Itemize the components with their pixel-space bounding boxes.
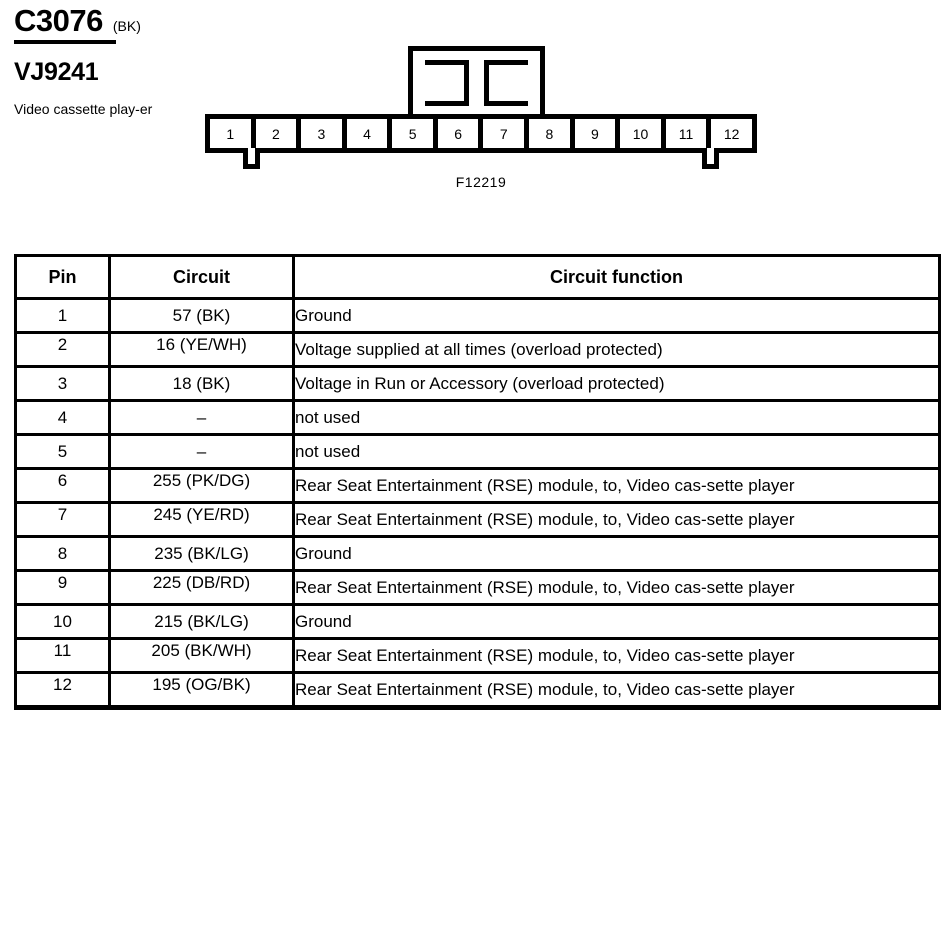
cell-pin: 3 — [16, 367, 110, 401]
table-row — [16, 299, 940, 333]
table-row — [16, 333, 940, 367]
table-row — [16, 469, 940, 503]
cell-circuit-function: Voltage supplied at all times (overload protected) — [294, 333, 940, 367]
cell-pin: 4 — [16, 401, 110, 435]
cell-pin: 1 — [16, 299, 110, 333]
cell-pin: 11 — [16, 639, 110, 673]
connector-pin-1: 1 — [210, 119, 256, 148]
connector-pin-strip — [205, 114, 757, 153]
latch-bracket-right-icon — [484, 60, 528, 106]
column-header-circuit: Circuit — [110, 256, 294, 299]
cell-circuit-function: Voltage in Run or Accessory (overload protected) — [294, 367, 940, 401]
cell-circuit: 195 (OG/BK) — [110, 673, 294, 708]
cell-circuit-function: Ground — [294, 299, 940, 333]
connector-tab-left-icon — [243, 148, 260, 169]
cell-circuit: 245 (YE/RD) — [110, 503, 294, 537]
connector-part-number: F12219 — [455, 174, 507, 190]
cell-pin: 7 — [16, 503, 110, 537]
connector-pin-12: 12 — [711, 119, 752, 148]
connector-id-underline — [14, 40, 116, 44]
connector-pin-5: 5 — [392, 119, 438, 148]
table-row — [16, 571, 940, 605]
cell-circuit: 215 (BK/LG) — [110, 605, 294, 639]
connector-latch-icon — [408, 46, 545, 118]
table-row — [16, 435, 940, 469]
cell-circuit: 205 (BK/WH) — [110, 639, 294, 673]
connector-tab-right-icon — [702, 148, 719, 169]
cell-circuit-function: Rear Seat Entertainment (RSE) module, to, Video cas-sette player — [294, 673, 940, 708]
cell-circuit: 225 (DB/RD) — [110, 571, 294, 605]
connector-color-code: (BK) — [112, 18, 141, 34]
cell-circuit: – — [110, 435, 294, 469]
cell-pin: 12 — [16, 673, 110, 708]
connector-pin-11: 11 — [666, 119, 712, 148]
table-row — [16, 605, 940, 639]
table-row — [16, 367, 940, 401]
connector-pin-3: 3 — [301, 119, 347, 148]
cell-circuit: 18 (BK) — [110, 367, 294, 401]
connector-diagram — [205, 46, 757, 206]
cell-circuit-function: Rear Seat Entertainment (RSE) module, to, Video cas-sette player — [294, 571, 940, 605]
connector-id: C3076 — [14, 3, 103, 38]
connector-description: Video cassette play-er — [14, 101, 153, 117]
cell-pin: 10 — [16, 605, 110, 639]
connector-header — [14, 4, 199, 119]
cell-circuit: 255 (PK/DG) — [110, 469, 294, 503]
connector-pin-6: 6 — [438, 119, 484, 148]
table-row — [16, 537, 940, 571]
cell-circuit-function: not used — [294, 401, 940, 435]
cell-circuit: 16 (YE/WH) — [110, 333, 294, 367]
cell-circuit: 235 (BK/LG) — [110, 537, 294, 571]
cell-pin: 5 — [16, 435, 110, 469]
connector-pin-8: 8 — [529, 119, 575, 148]
table-row — [16, 503, 940, 537]
table-row — [16, 401, 940, 435]
connector-pin-7: 7 — [483, 119, 529, 148]
connector-pin-10: 10 — [620, 119, 666, 148]
cell-circuit-function: Rear Seat Entertainment (RSE) module, to, Video cas-sette player — [294, 639, 940, 673]
column-header-function: Circuit function — [294, 256, 940, 299]
pinout-table — [14, 254, 941, 710]
cell-circuit: 57 (BK) — [110, 299, 294, 333]
connector-pin-2: 2 — [256, 119, 302, 148]
cell-circuit-function: not used — [294, 435, 940, 469]
pinout-table-header — [16, 256, 940, 299]
cell-pin: 8 — [16, 537, 110, 571]
connector-pin-4: 4 — [347, 119, 393, 148]
cell-pin: 6 — [16, 469, 110, 503]
cell-pin: 9 — [16, 571, 110, 605]
table-row — [16, 673, 940, 708]
cell-pin: 2 — [16, 333, 110, 367]
column-header-pin: Pin — [16, 256, 110, 299]
table-row — [16, 639, 940, 673]
connector-alt-id: VJ9241 — [14, 58, 99, 86]
cell-circuit-function: Rear Seat Entertainment (RSE) module, to, Video cas-sette player — [294, 503, 940, 537]
cell-circuit: – — [110, 401, 294, 435]
cell-circuit-function: Rear Seat Entertainment (RSE) module, to, Video cas-sette player — [294, 469, 940, 503]
table-header-row — [16, 256, 940, 299]
latch-bracket-left-icon — [425, 60, 469, 106]
pinout-table-body — [16, 299, 940, 708]
cell-circuit-function: Ground — [294, 605, 940, 639]
connector-id-row — [14, 4, 199, 38]
cell-circuit-function: Ground — [294, 537, 940, 571]
connector-pin-9: 9 — [575, 119, 621, 148]
